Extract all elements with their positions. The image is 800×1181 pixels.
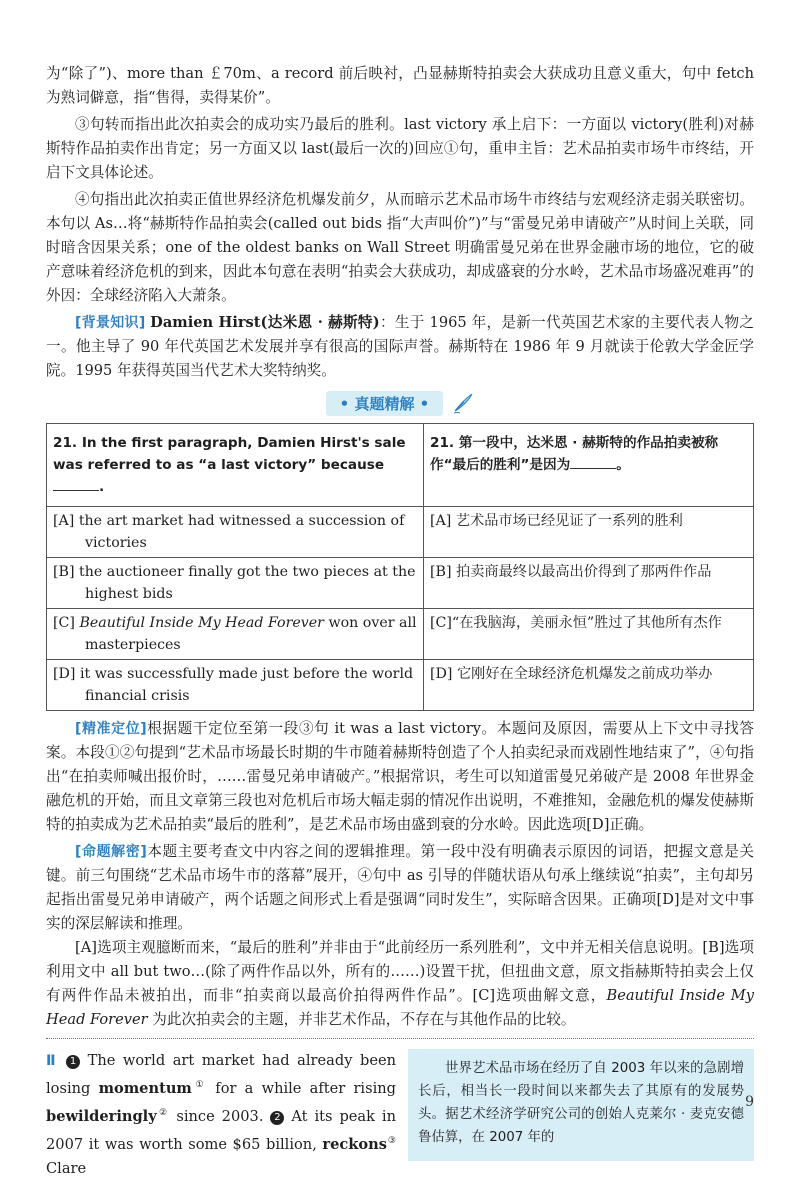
option-label: [B] bbox=[53, 564, 75, 580]
option-text: won over all masterpieces bbox=[85, 615, 417, 653]
passage-text: The world art market had already been losing bbox=[46, 1052, 396, 1097]
footnote-mark: ② bbox=[156, 1107, 170, 1118]
option-c-en bbox=[47, 609, 424, 660]
paragraph-3: ③句转而指出此次拍卖会的成功实乃最后的胜利。last victory 承上启下：一方面以 victory(胜利)对赫斯特作品拍卖作出肯定；另一方面又以 last(最后一次的)回应①句，重申主旨：艺术品拍卖市场牛市终结，开启下文具体论述。 bbox=[46, 116, 754, 181]
footnote-mark: ① bbox=[191, 1080, 208, 1090]
option-text: 它刚好在全球经济危机爆发之前成功举办 bbox=[456, 666, 713, 682]
decode-section bbox=[46, 840, 754, 936]
question-zh-text: 21. 第一段中，达米恩 · 赫斯特的作品拍卖被称作“最后的胜利”是因为 bbox=[430, 435, 719, 473]
answer-blank bbox=[53, 490, 99, 491]
option-text: 艺术品市场已经见证了一系列的胜利 bbox=[455, 513, 683, 529]
background-tag: [背景知识] bbox=[75, 315, 146, 331]
vocab-word: momentum bbox=[98, 1079, 192, 1097]
locate-tag: [精准定位] bbox=[75, 721, 147, 737]
background-text: ：生于 1965 年，是新一代英国艺术家的主要代表人物之一。他主导了 90 年代英国艺术发展并享有很高的国际声誉。赫斯特在 1986 年 9 月就读于伦敦大学金匠学院。1995 年获得英国当代艺术大奖特纳奖。 bbox=[46, 314, 755, 379]
option-text: the art market had witnessed a succession of victories bbox=[78, 513, 405, 551]
option-row-a bbox=[47, 507, 754, 558]
option-label: [A] bbox=[430, 513, 452, 529]
option-label: [A] bbox=[53, 513, 75, 529]
option-label: [B] bbox=[430, 564, 452, 580]
locate-text: 根据题干定位至第一段③句 it was a last victory。本题问及原因，需要从上下文中寻找答案。本段①②句提到“艺术品市场最长时期的牛市随着赫斯特创造了个人拍卖纪录而戏剧性地结束了”，④句指出“在拍卖师喊出报价时，……雷曼兄弟申请破产。”根据常识，考生可以知道雷曼兄弟破产是 2008 年世界金融危机的开始，而且文章第三段也对危机后市场大幅走弱的情况作出说明，不难推知，金融危机的爆发使赫斯特的拍卖成为艺术品拍卖“最后的胜利”，是艺术品市场由盛到衰的分水岭。因此选项[D]正确。 bbox=[46, 720, 755, 833]
banner-title: • 真题精解 • bbox=[326, 391, 444, 416]
option-a-en bbox=[47, 507, 424, 558]
passage-text: Clare bbox=[46, 1159, 87, 1177]
passage-text: since 2003. bbox=[169, 1107, 271, 1125]
section-banner bbox=[46, 391, 754, 417]
option-label: [C] bbox=[430, 615, 452, 631]
option-c-zh bbox=[424, 609, 754, 660]
option-text: “在我脑海，美丽永恒”胜过了其他所有杰作 bbox=[451, 615, 722, 631]
quill-pen-icon bbox=[452, 392, 474, 418]
decode-tag: [命题解密] bbox=[75, 844, 147, 860]
passage-text: for a while after rising bbox=[207, 1079, 396, 1097]
decode-section-2 bbox=[46, 936, 754, 1032]
question-en bbox=[47, 424, 424, 507]
option-text: it was successfully made just before the world financial crisis bbox=[79, 666, 414, 704]
question-zh-end: 。 bbox=[616, 457, 630, 473]
option-d-zh bbox=[424, 660, 754, 711]
section-divider bbox=[46, 1038, 754, 1039]
question-zh bbox=[424, 424, 754, 507]
option-row-c bbox=[47, 609, 754, 660]
decode-text: 本题主要考查文中内容之间的逻辑推理。第一段中没有明确表示原因的词语，把握文意是关键。前三句围绕“艺术品市场牛市的落幕”展开，④句中 as 引导的伴随状语从句承上继续说“拍卖”，主句却另起指出雷曼兄弟申请破产，两个话题之间形式上看是强调“同时发生”，实际暗含因果。正确项[D]是对文中事实的深层解读和推理。 bbox=[46, 843, 754, 932]
page-number: 9 bbox=[745, 1094, 754, 1110]
passage-english bbox=[46, 1049, 396, 1181]
precise-locate bbox=[46, 717, 754, 837]
passage-translation: 世界艺术品市场在经历了自 2003 年以来的急剧增长后，相当长一段时间以来都失去了其原有的发展势头。据艺术经济学研究公司的创始人克莱尔 · 麦克安德鲁估算，在 2007 年的 bbox=[408, 1049, 754, 1161]
option-label: [D] bbox=[430, 666, 453, 682]
vocab-word: reckons bbox=[322, 1135, 387, 1153]
option-text: 拍卖商最终以最高出价得到了那两件作品 bbox=[456, 564, 712, 580]
option-b-en bbox=[47, 558, 424, 609]
option-row-b bbox=[47, 558, 754, 609]
option-row-d bbox=[47, 660, 754, 711]
passage-section bbox=[46, 1049, 754, 1177]
option-b-zh bbox=[424, 558, 754, 609]
background-name: Damien Hirst(达米恩 · 赫斯特) bbox=[150, 314, 380, 331]
question-en-end: . bbox=[99, 479, 105, 495]
background-knowledge bbox=[46, 311, 754, 383]
footnote-mark: ③ bbox=[386, 1135, 396, 1146]
paragraph-4: ④句指出此次拍卖正值世界经济危机爆发前夕，从而暗示艺术品市场牛市终结与宏观经济走弱关联密切。本句以 As…将“赫斯特作品拍卖会(called out bids 指“大声叫价”)”与“雷曼兄弟申请破产”从时间上关联，同时暗含因果关系；one of the oldest banks on Wall Street 明确雷曼兄弟在世界金融市场的地位，它的破产意味着经济危机的到来，因此本句意在表明“拍卖会大获成功，却成盛衰的分水岭，艺术品市场盛况难再”的外因：全球经济陷入大萧条。 bbox=[46, 191, 754, 304]
option-d-en bbox=[47, 660, 424, 711]
paragraph-top: 为“除了”)、more than ￡70m、a record 前后映衬，凸显赫斯特拍卖会大获成功且意义重大，句中 fetch 为熟词僻意，指“售得，卖得某价”。 bbox=[46, 65, 754, 106]
sentence-number-1: 1 bbox=[66, 1055, 80, 1069]
answer-blank-zh bbox=[570, 468, 616, 469]
passage-text: At its peak in 2007 it was worth some $65 billion, bbox=[46, 1107, 396, 1153]
option-label: [D] bbox=[53, 666, 76, 682]
page-content bbox=[46, 62, 755, 1177]
question-table bbox=[46, 423, 754, 711]
option-a-zh bbox=[424, 507, 754, 558]
option-text: the auctioneer finally got the two pieces at the highest bids bbox=[79, 564, 416, 602]
question-head-row bbox=[47, 424, 754, 507]
decode-text-3: 为此次拍卖会的主题，并非艺术作品，不存在与其他作品的比较。 bbox=[147, 1011, 576, 1028]
section-roman-numeral: Ⅱ bbox=[46, 1052, 59, 1069]
sentence-number-2: 2 bbox=[270, 1111, 284, 1125]
vocab-word: bewilderingly bbox=[46, 1107, 157, 1125]
decode-italic-title: Beautiful Inside My Head Forever bbox=[46, 987, 754, 1028]
option-title: Beautiful Inside My Head Forever bbox=[79, 615, 324, 631]
question-en-text: 21. In the first paragraph, Damien Hirst's sale was referred to as “a last victory” because bbox=[53, 435, 406, 473]
decode-text-2: [A]选项主观臆断而来，“最后的胜利”并非由于“此前经历一系列胜利”，文中并无相关信息说明。[B]选项利用文中 all but two…(除了两件作品以外，所有的……)设置干扰，但扭曲文意，原文指赫斯特拍卖会上仅有两件作品未被拍出，而非“拍卖商以最高价拍得两件作品”。[C]选项曲解文意， bbox=[46, 939, 754, 1004]
option-label: [C] bbox=[53, 615, 75, 631]
